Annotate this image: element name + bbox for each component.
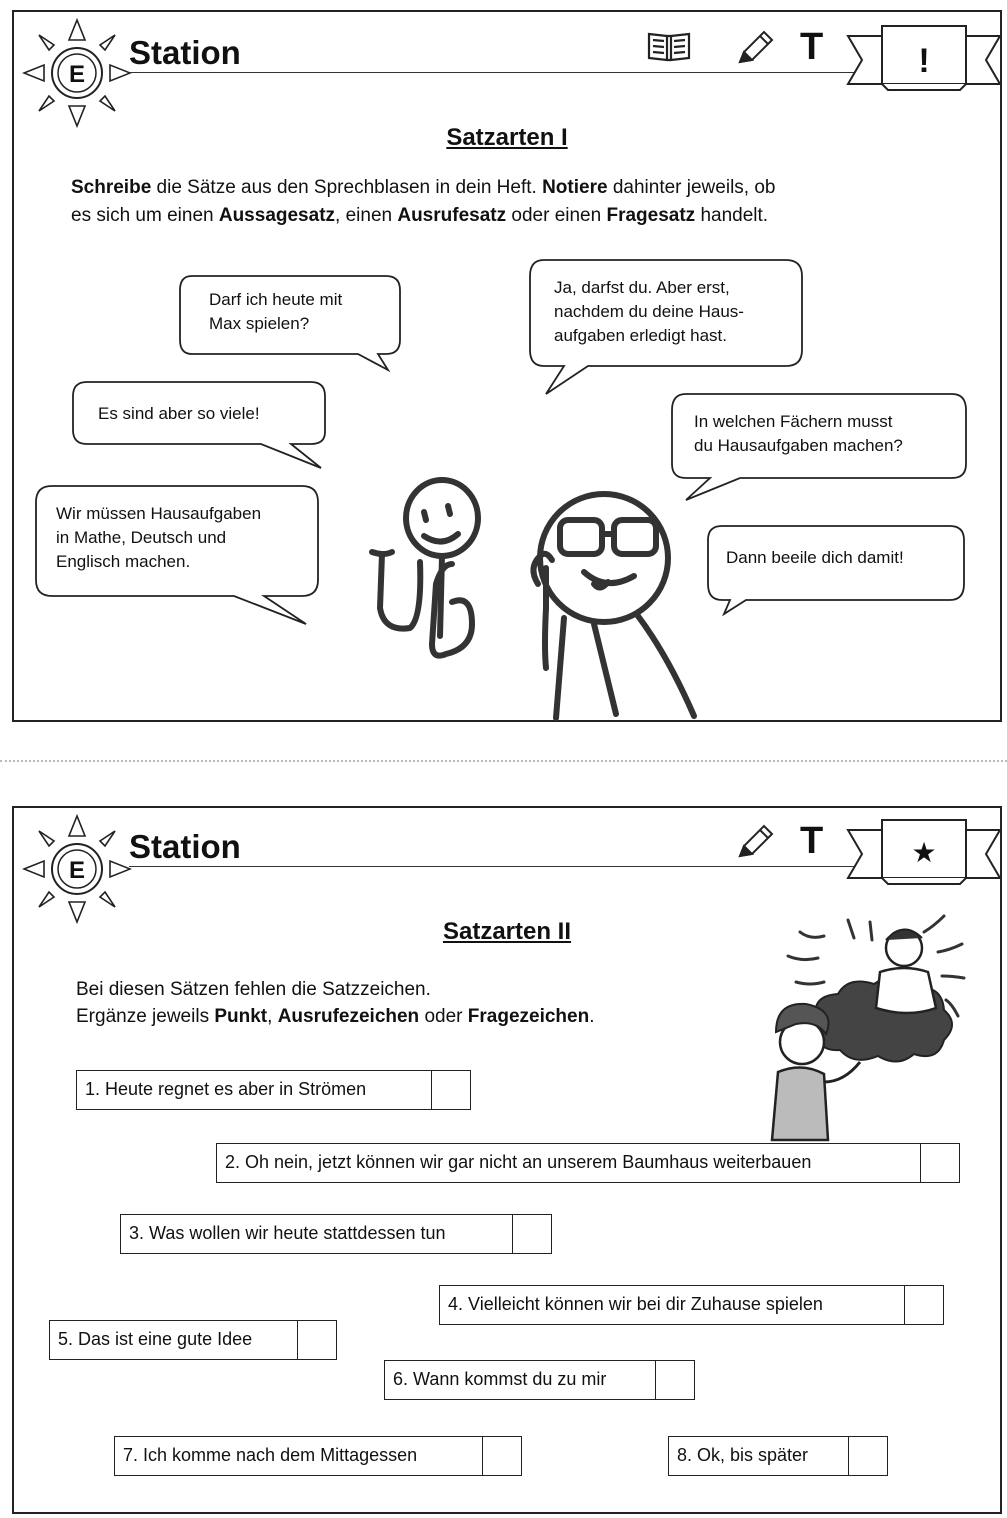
punctuation-input[interactable] <box>655 1361 694 1399</box>
sentence-text: 2. Oh nein, jetzt können wir gar nicht an unserem Baumhaus weiterbauen <box>225 1152 812 1172</box>
sentence-text: 5. Das ist eine gute Idee <box>58 1329 253 1349</box>
pencil-icon <box>734 822 776 862</box>
station-label: Station <box>129 828 241 865</box>
instruction-keyword: Punkt <box>214 1006 268 1027</box>
instruction-fragment: es sich um einen <box>71 205 219 226</box>
bubble-line: Ja, darfst du. Aber erst, <box>554 278 730 297</box>
sentence-text: 6. Wann kommst du zu mir <box>393 1369 607 1389</box>
station-card-satzarten-2 <box>12 806 1002 1514</box>
pencil-icon <box>734 28 776 68</box>
punctuation-input[interactable] <box>431 1071 470 1109</box>
ribbon-banner <box>846 816 1002 886</box>
bubble-line: aufgaben erledigt hast. <box>554 326 727 345</box>
sentence-box <box>49 1320 337 1360</box>
instruction-keyword: Fragesatz <box>606 205 696 226</box>
banner-symbol: ! <box>918 42 930 80</box>
instruction-keyword: Aussagesatz <box>218 205 336 226</box>
book-icon <box>646 30 692 64</box>
instruction-keyword: Ausrufesatz <box>397 205 507 226</box>
instruction-keyword: Ausrufezeichen <box>277 1006 420 1027</box>
page-title: Satzarten II <box>442 918 572 945</box>
instruction-fragment: Bei diesen Sätzen fehlen die Satzzeichen. <box>76 979 431 1000</box>
sentence-box <box>114 1436 522 1476</box>
bubble-line: Dann beeile dich damit! <box>726 548 904 567</box>
sentence-box <box>439 1285 944 1325</box>
instruction-fragment: . <box>589 1006 595 1027</box>
speech-bubble <box>34 484 320 628</box>
sentence-text: 1. Heute regnet es aber in Strömen <box>85 1079 367 1099</box>
instruction-fragment: dahinter jeweils, ob <box>607 177 776 198</box>
speech-bubble <box>528 258 804 398</box>
punctuation-input[interactable] <box>904 1286 943 1324</box>
punctuation-input[interactable] <box>848 1437 887 1475</box>
sentence-text: 4. Vielleicht können wir bei dir Zuhause spielen <box>448 1294 823 1314</box>
sentence-text: 3. Was wollen wir heute stattdessen tun <box>129 1223 446 1243</box>
speech-bubble <box>178 274 402 374</box>
instruction-keyword: Schreibe <box>71 177 152 198</box>
punctuation-input[interactable] <box>512 1215 551 1253</box>
badge-letter: E <box>68 857 86 884</box>
sentence-text: 7. Ich komme nach dem Mittagessen <box>123 1445 418 1465</box>
speech-bubble <box>71 380 327 472</box>
bubble-text <box>98 402 260 426</box>
punctuation-input[interactable] <box>482 1437 521 1475</box>
bubble-line: Wir müssen Hausaufgaben <box>56 504 262 523</box>
badge-letter: E <box>68 61 86 88</box>
t-icon: T <box>800 26 824 68</box>
sentence-box <box>76 1070 471 1110</box>
bubble-text <box>694 410 903 458</box>
sentence-box <box>384 1360 695 1400</box>
instruction-fragment: , einen <box>335 205 398 226</box>
header-rule <box>129 866 859 867</box>
bubble-line: du Hausaufgaben machen? <box>694 436 903 455</box>
star-icon: ★ <box>911 836 937 869</box>
instruction-text <box>76 976 594 1030</box>
station-card-satzarten-1 <box>12 10 1002 722</box>
rain-illustration <box>748 912 976 1142</box>
ribbon-banner <box>846 22 1002 92</box>
stick-figures-illustration <box>332 468 712 722</box>
bubble-text <box>554 276 744 348</box>
instruction-keyword: Notiere <box>542 177 608 198</box>
instruction-fragment: , <box>267 1006 278 1027</box>
instruction-fragment: handelt. <box>695 205 769 226</box>
bubble-text <box>56 502 261 574</box>
sentence-box <box>216 1143 960 1183</box>
bubble-line: in Mathe, Deutsch und <box>56 528 227 547</box>
page-title: Satzarten I <box>446 124 568 151</box>
cut-line <box>0 760 1007 762</box>
bubble-line: Englisch machen. <box>56 552 191 571</box>
instruction-text <box>71 174 775 230</box>
bubble-line: nachdem du deine Haus- <box>554 302 744 321</box>
bubble-text <box>726 546 904 570</box>
speech-bubble <box>670 392 970 504</box>
instruction-fragment: oder <box>419 1006 468 1027</box>
bubble-line: Max spielen? <box>209 314 310 333</box>
header-rule <box>129 72 859 73</box>
instruction-fragment: oder einen <box>506 205 607 226</box>
t-icon: T <box>800 820 824 862</box>
speech-bubble <box>706 524 968 604</box>
instruction-fragment: die Sätze aus den Sprechblasen in dein Heft. <box>151 177 543 198</box>
sun-badge-icon <box>22 18 132 128</box>
instruction-fragment: Ergänze jeweils <box>76 1006 215 1027</box>
bubble-line: In welchen Fächern musst <box>694 412 893 431</box>
bubble-line: Es sind aber so viele! <box>98 404 260 423</box>
sentence-box <box>120 1214 552 1254</box>
instruction-keyword: Fragezeichen <box>467 1006 590 1027</box>
sentence-box <box>668 1436 888 1476</box>
sun-badge-icon <box>22 814 132 924</box>
punctuation-input[interactable] <box>920 1144 959 1182</box>
bubble-line: Darf ich heute mit <box>209 290 343 309</box>
station-label: Station <box>129 34 241 71</box>
punctuation-input[interactable] <box>297 1321 336 1359</box>
bubble-text <box>209 288 342 336</box>
sentence-text: 8. Ok, bis später <box>677 1445 809 1465</box>
